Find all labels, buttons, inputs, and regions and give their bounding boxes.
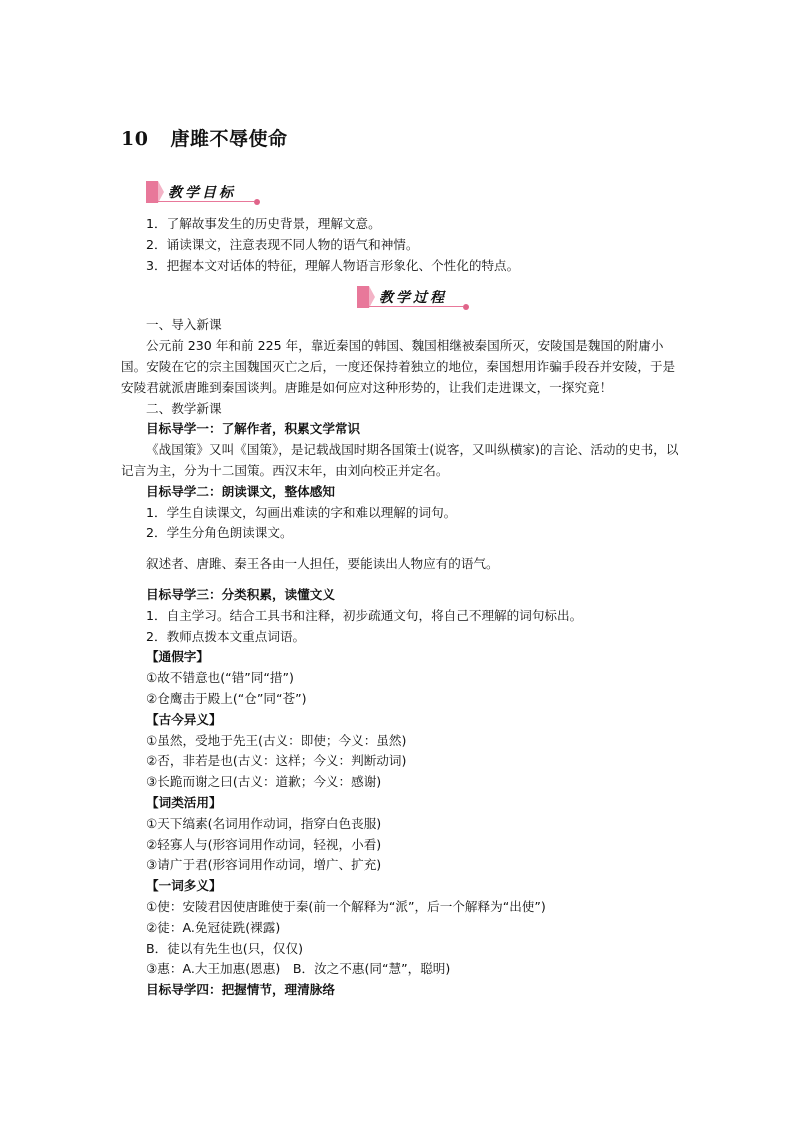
huoyong-label: 【词类活用】	[146, 794, 222, 810]
objectives-banner-label: 教学目标	[168, 185, 236, 201]
duoyi-item: ②徒：A.免冠徒跣(裸露)	[146, 919, 281, 935]
goal2-item: 1．学生自读课文，勾画出难读的字和难以理解的词句。	[146, 504, 457, 520]
banner-underline	[156, 201, 254, 202]
huoyong-item: ②轻寡人与(形容词用作动词，轻视，小看)	[146, 836, 382, 852]
objectives-banner	[146, 181, 260, 203]
objective-item: 1．了解故事发生的历史背景，理解文意。	[146, 216, 381, 231]
tongjia-item: ①故不错意也(“错”同“措”)	[146, 670, 294, 686]
duoyi-label: 【一词多义】	[146, 878, 222, 894]
goal1-heading: 目标导学一：了解作者，积累文学常识	[146, 421, 361, 437]
duoyi-item: ③惠：A.大王加惠(恩惠) B．汝之不惠(同“慧”，聪明)	[146, 961, 451, 977]
goal2-note: 叙述者、唐雎、秦王各由一人担任，要能读出人物应有的语气。	[146, 556, 499, 572]
goal3-item: 2．教师点拨本文重点词语。	[146, 628, 306, 644]
objective-item: 3．把握本文对话体的特征，理解人物语言形象化、个性化的特点。	[146, 257, 520, 273]
gujin-item: ③长跪而谢之曰(古义：道歉；今义：感谢)	[146, 774, 382, 790]
goal3-item: 1．自主学习。结合工具书和注释，初步疏通文句，将自己不理解的词句标出。	[146, 607, 583, 623]
tongjia-item: ②仓鹰击于殿上(“仓”同“苍”)	[146, 690, 307, 706]
goal3-heading: 目标导学三：分类积累，读懂文义	[146, 586, 335, 602]
spacer	[121, 276, 681, 315]
duoyi-item: B．徒以有先生也(只，仅仅)	[146, 940, 303, 956]
gujin-item: ①虽然，受地于先王(古义：即使；今义：虽然)	[146, 732, 407, 748]
lesson-body	[121, 214, 681, 1001]
gujin-item: ②否，非若是也(古义：这样；今义：判断动词)	[146, 753, 407, 769]
goal1-paragraph: 《战国策》又叫《国策》，是记载战国时期各国策士(说客，又叫纵横家)的言论、活动的史书，以记言为主，分为十二国策。西汉末年，由刘向校正并定名。	[121, 442, 679, 478]
new-lesson-heading: 二、教学新课	[146, 400, 222, 416]
intro-heading: 一、导入新课	[146, 317, 222, 333]
lesson-title	[121, 124, 287, 151]
lesson-title-text: 唐雎不辱使命	[170, 128, 288, 150]
goal4-heading: 目标导学四：把握情节，理清脉络	[146, 982, 335, 998]
banner-dot-icon	[254, 199, 260, 205]
huoyong-item: ③请广于君(形容词用作动词，增广、扩充)	[146, 857, 382, 873]
goal2-heading: 目标导学二：朗读课文，整体感知	[146, 483, 335, 499]
tongjia-label: 【通假字】	[146, 649, 209, 665]
objective-item: 2．诵读课文，注意表现不同人物的语气和神情。	[146, 236, 419, 252]
banner-fold-icon	[158, 181, 164, 203]
banner-tag-icon	[146, 181, 158, 203]
goal2-item: 2．学生分角色朗读课文。	[146, 525, 293, 541]
gujin-label: 【古今异义】	[146, 711, 222, 727]
process-banner-label: 教学过程	[379, 290, 447, 306]
lesson-number: 10	[121, 128, 149, 150]
duoyi-item: ①使：安陵君因使唐雎使于秦(前一个解释为“派”，后一个解释为“出使”)	[146, 898, 546, 914]
intro-paragraph: 公元前 230 年和前 225 年，靠近秦国的韩国、魏国相继被秦国所灭，安陵国是魏国的附庸小国。安陵在它的宗主国魏国灭亡之后，一度还保持着独立的地位，秦国想用诈骗手段吞并安陵，于是安陵君就派唐雎到秦国谈判。唐雎是如何应对这种形势的，让我们走进课文，一探究竟！	[121, 338, 676, 395]
huoyong-item: ①天下缟素(名词用作动词，指穿白色丧服)	[146, 815, 382, 831]
